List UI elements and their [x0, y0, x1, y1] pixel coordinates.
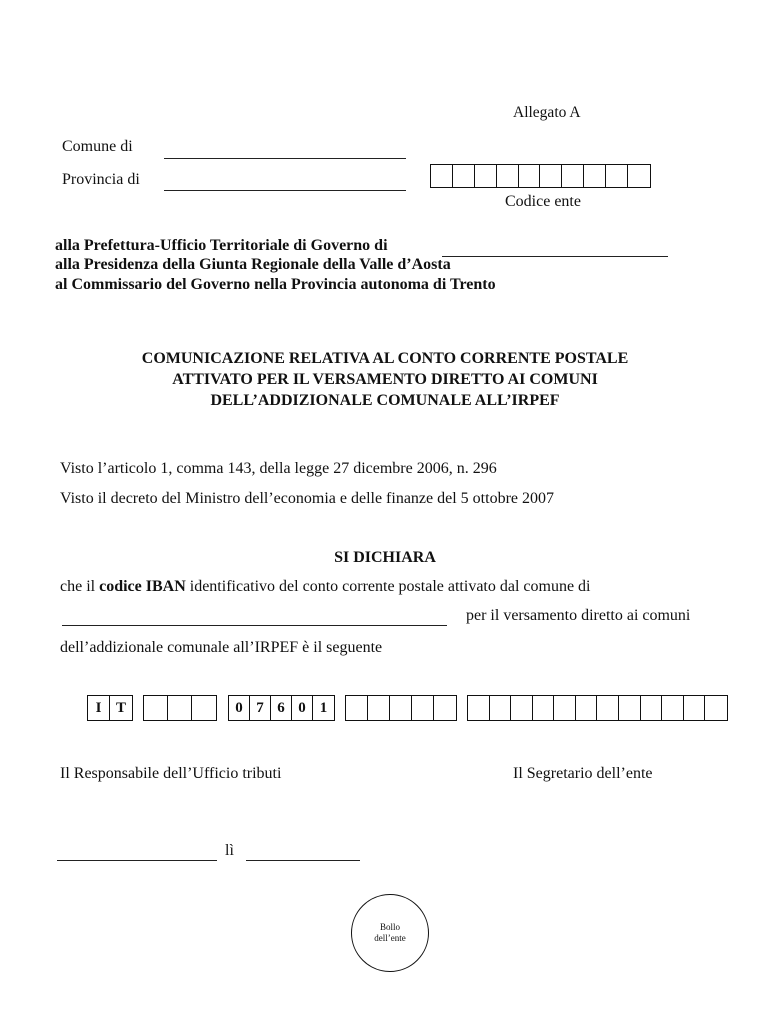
iban-cab-box[interactable]: [412, 696, 434, 720]
iban-cab-box[interactable]: [368, 696, 390, 720]
iban-abi-box[interactable]: 6: [271, 696, 292, 720]
codice-ente-boxes[interactable]: [430, 164, 651, 188]
premise-decreto: Visto il decreto del Ministro dell’economia e delle finanze del 5 ottobre 2007: [60, 490, 554, 507]
iban-country-box[interactable]: I: [88, 696, 110, 720]
iban-account-box[interactable]: [554, 696, 576, 720]
iban-check-box[interactable]: [144, 696, 168, 720]
recipient-prefettura: alla Prefettura-Ufficio Territoriale di Governo di: [55, 237, 388, 254]
allegato-label: Allegato A: [513, 104, 581, 121]
codice-ente-box[interactable]: [540, 165, 562, 187]
document-title-line2: ATTIVATO PER IL VERSAMENTO DIRETTO AI COMUNI: [172, 371, 598, 388]
iban-country-box[interactable]: T: [115, 699, 126, 716]
recipient-commissario: al Commissario del Governo nella Provincia autonoma di Trento: [55, 276, 496, 293]
document-title-line3: DELL’ADDIZIONALE COMUNALE ALL’IRPEF: [210, 392, 560, 409]
iban-account-box[interactable]: [662, 696, 684, 720]
iban-cab-box[interactable]: [346, 696, 368, 720]
iban-account-box[interactable]: [619, 696, 641, 720]
declaration-text: [60, 578, 591, 596]
iban-account-box[interactable]: [468, 696, 490, 720]
codice-ente-box[interactable]: [628, 165, 650, 187]
prefettura-field[interactable]: [442, 256, 668, 257]
recipient-presidenza: alla Presidenza della Giunta Regionale della Valle d’Aosta: [55, 256, 451, 273]
iban-account-box[interactable]: [641, 696, 663, 720]
iban-country-boxes[interactable]: [87, 695, 133, 721]
iban-cab-box[interactable]: [434, 696, 456, 720]
iban-account-box[interactable]: [576, 696, 598, 720]
iban-abi-box[interactable]: 0: [229, 696, 250, 720]
declaration-text-bold: codice IBAN: [99, 578, 186, 595]
date-field[interactable]: [246, 860, 360, 861]
comune-field[interactable]: [164, 158, 406, 159]
declaration-text-suffix: identificativo del conto corrente postale attivato dal comune di: [185, 578, 591, 595]
iban-check-boxes[interactable]: [143, 695, 217, 721]
codice-ente-box[interactable]: [584, 165, 606, 187]
place-field[interactable]: [57, 860, 217, 861]
signature-segretario: Il Segretario dell’ente: [513, 765, 653, 782]
codice-ente-box[interactable]: [606, 165, 628, 187]
declaration-line2: per il versamento diretto ai comuni: [466, 607, 691, 624]
codice-ente-box[interactable]: [431, 165, 453, 187]
stamp-line2: dell’ente: [374, 933, 406, 943]
declaration-line3: dell’addizionale comunale all’IRPEF è il seguente: [60, 639, 383, 656]
codice-ente-box[interactable]: [453, 165, 475, 187]
iban-account-box[interactable]: [684, 696, 706, 720]
signature-responsabile: Il Responsabile dell’Ufficio tributi: [60, 765, 282, 782]
iban-account-boxes[interactable]: [467, 695, 728, 721]
iban-cab-boxes[interactable]: [345, 695, 457, 721]
iban-account-box[interactable]: [490, 696, 512, 720]
comune-label: Comune di: [62, 138, 133, 155]
codice-ente-box[interactable]: [475, 165, 497, 187]
provincia-field[interactable]: [164, 190, 406, 191]
iban-account-box[interactable]: [533, 696, 555, 720]
stamp-circle: [351, 894, 429, 972]
place-date-separator: lì: [225, 842, 234, 859]
iban-account-box[interactable]: [511, 696, 533, 720]
iban-account-box[interactable]: [597, 696, 619, 720]
iban-check-box[interactable]: [168, 696, 192, 720]
declaration-heading: SI DICHIARA: [334, 549, 436, 566]
iban-abi-box[interactable]: 1: [319, 699, 328, 716]
iban-account-box[interactable]: [705, 696, 727, 720]
iban-check-box[interactable]: [192, 696, 216, 720]
codice-ente-box[interactable]: [497, 165, 519, 187]
iban-abi-box[interactable]: 7: [250, 696, 271, 720]
document-title-line1: COMUNICAZIONE RELATIVA AL CONTO CORRENTE POSTALE: [141, 350, 629, 367]
iban-cab-box[interactable]: [390, 696, 412, 720]
codice-ente-box[interactable]: [519, 165, 541, 187]
iban-abi-boxes[interactable]: [228, 695, 335, 721]
declaration-text-prefix: che il: [60, 578, 100, 595]
codice-ente-label: Codice ente: [505, 193, 581, 210]
stamp-line1: Bollo: [379, 922, 400, 932]
iban-abi-box[interactable]: 0: [292, 696, 313, 720]
comune-iban-field[interactable]: [62, 625, 447, 626]
provincia-label: Provincia di: [62, 171, 140, 188]
codice-ente-box[interactable]: [562, 165, 584, 187]
premise-legge: Visto l’articolo 1, comma 143, della legge 27 dicembre 2006, n. 296: [60, 460, 497, 477]
